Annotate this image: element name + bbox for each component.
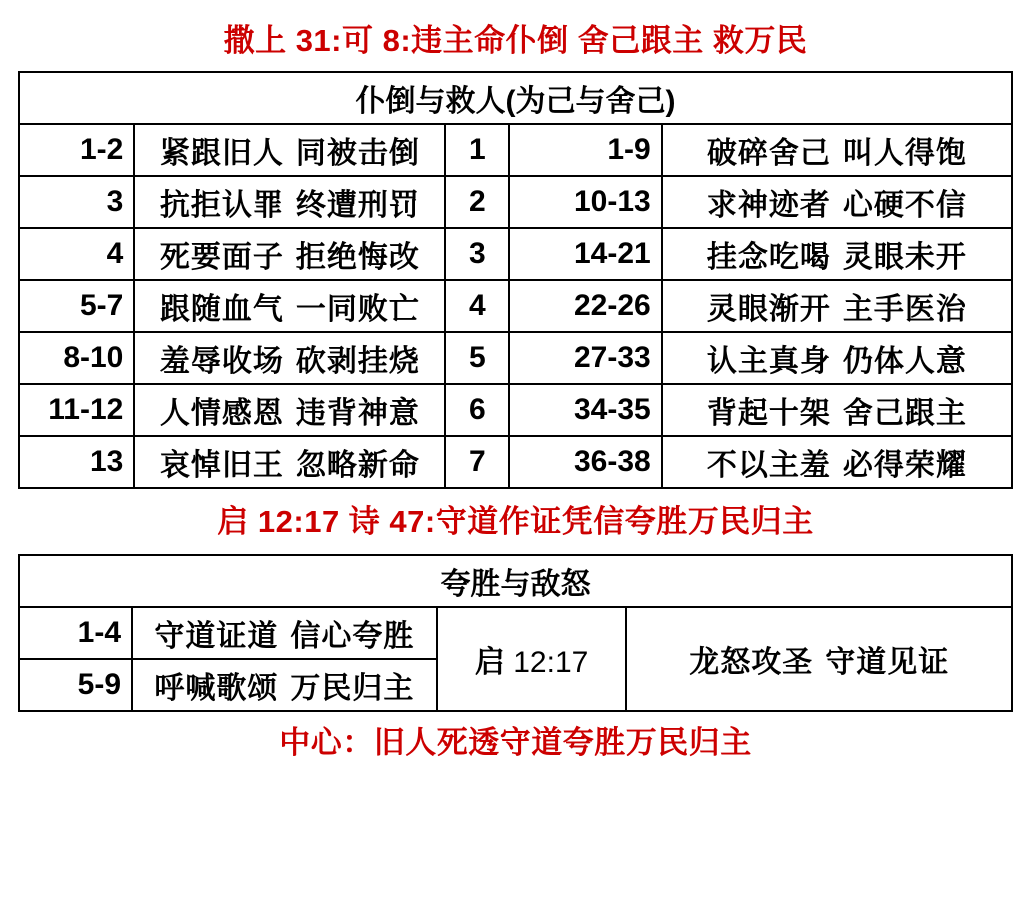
- section-one-heading: 仆倒与救人(为己与舍己): [19, 72, 1012, 124]
- right-phrase-a: 求神迹者: [706, 188, 831, 222]
- left-phrase: [134, 124, 445, 176]
- left-phrase: [134, 176, 445, 228]
- left-phrase: [134, 384, 445, 436]
- row-key: 2: [445, 176, 509, 228]
- right-phrase-a: 破碎舍己: [706, 136, 831, 170]
- right-phrase: [662, 332, 1012, 384]
- section-two-key-bold: 启: [474, 645, 505, 679]
- mid-title: 启 12:17 诗 47:守道作证凭信夸胜万民归主: [217, 503, 814, 539]
- left-phrase-a: 呼喊歌颂: [154, 671, 279, 705]
- right-phrase-a: 龙怒攻圣: [689, 645, 814, 679]
- table-row: [19, 280, 1012, 332]
- right-phrase-b: 灵眼未开: [842, 240, 967, 274]
- left-phrase: [134, 332, 445, 384]
- right-phrase-a: 挂念吃喝: [706, 240, 831, 274]
- left-ref: 4: [19, 228, 134, 280]
- left-phrase-b: 违背神意: [295, 396, 420, 430]
- right-ref: 1-9: [509, 124, 661, 176]
- table-row: [19, 332, 1012, 384]
- right-phrase-a: 灵眼渐开: [706, 292, 831, 326]
- left-phrase-a: 死要面子: [159, 240, 284, 274]
- row-key: 3: [445, 228, 509, 280]
- left-phrase-b: 砍剥挂烧: [295, 344, 420, 378]
- table-row: [19, 176, 1012, 228]
- table-row: [19, 384, 1012, 436]
- right-phrase: [662, 124, 1012, 176]
- right-phrase-a: 不以主羞: [706, 448, 831, 482]
- row-key: 4: [445, 280, 509, 332]
- left-phrase-b: 拒绝悔改: [295, 240, 420, 274]
- left-phrase-b: 一同败亡: [295, 292, 420, 326]
- left-phrase-b: 忽略新命: [295, 448, 420, 482]
- left-ref: 8-10: [19, 332, 134, 384]
- section-two-key: [437, 607, 627, 711]
- right-phrase-b: 必得荣耀: [842, 448, 967, 482]
- left-ref: 5-9: [19, 659, 132, 711]
- table-row: [19, 436, 1012, 488]
- section-two-table: [18, 554, 1013, 712]
- right-ref: 14-21: [509, 228, 661, 280]
- table-row-heading: [19, 555, 1012, 607]
- left-ref: 3: [19, 176, 134, 228]
- left-phrase: [132, 659, 437, 711]
- table-row: [19, 607, 1012, 659]
- right-phrase-a: 背起十架: [706, 396, 831, 430]
- left-phrase-a: 抗拒认罪: [159, 188, 284, 222]
- right-ref: 10-13: [509, 176, 661, 228]
- left-ref: 1-2: [19, 124, 134, 176]
- left-phrase-b: 信心夸胜: [290, 619, 415, 653]
- left-ref: 5-7: [19, 280, 134, 332]
- right-phrase-a: 认主真身: [706, 344, 831, 378]
- row-key: 1: [445, 124, 509, 176]
- right-phrase-b: 仍体人意: [842, 344, 967, 378]
- left-phrase-a: 跟随血气: [159, 292, 284, 326]
- right-phrase: [662, 176, 1012, 228]
- left-phrase-a: 哀悼旧王: [159, 448, 284, 482]
- right-phrase-b: 守道见证: [825, 645, 950, 679]
- left-phrase: [134, 228, 445, 280]
- right-phrase: [662, 436, 1012, 488]
- table-row-heading: [19, 72, 1012, 124]
- left-phrase-b: 同被击倒: [295, 136, 420, 170]
- right-phrase-b: 主手医治: [842, 292, 967, 326]
- left-phrase-a: 人情感恩: [159, 396, 284, 430]
- right-ref: 34-35: [509, 384, 661, 436]
- row-key: 6: [445, 384, 509, 436]
- row-key: 7: [445, 436, 509, 488]
- left-phrase-b: 万民归主: [290, 671, 415, 705]
- left-phrase-b: 终遭刑罚: [295, 188, 420, 222]
- left-phrase: [132, 607, 437, 659]
- left-ref: 1-4: [19, 607, 132, 659]
- left-phrase-a: 羞辱收场: [159, 344, 284, 378]
- top-title: 撒上 31:可 8:违主命仆倒 舍己跟主 救万民: [223, 23, 808, 58]
- section-two-heading: 夸胜与敌怒: [19, 555, 1012, 607]
- table-row: [19, 124, 1012, 176]
- left-phrase: [134, 280, 445, 332]
- left-phrase-a: 守道证道: [154, 619, 279, 653]
- right-phrase-b: 舍己跟主: [842, 396, 967, 430]
- right-ref: 36-38: [509, 436, 661, 488]
- right-phrase: [662, 228, 1012, 280]
- left-phrase: [134, 436, 445, 488]
- bottom-title: 中心：旧人死透守道夸胜万民归主: [279, 724, 752, 760]
- right-phrase: [626, 607, 1012, 711]
- right-phrase-b: 心硬不信: [842, 188, 967, 222]
- left-ref: 13: [19, 436, 134, 488]
- right-phrase-b: 叫人得饱: [842, 136, 967, 170]
- row-key: 5: [445, 332, 509, 384]
- section-one-table: [18, 71, 1013, 489]
- table-row: [19, 228, 1012, 280]
- section-two-key-ref: 12:17: [513, 645, 589, 679]
- right-phrase: [662, 280, 1012, 332]
- left-phrase-a: 紧跟旧人: [159, 136, 284, 170]
- left-ref: 11-12: [19, 384, 134, 436]
- right-ref: 22-26: [509, 280, 661, 332]
- right-phrase: [662, 384, 1012, 436]
- right-ref: 27-33: [509, 332, 661, 384]
